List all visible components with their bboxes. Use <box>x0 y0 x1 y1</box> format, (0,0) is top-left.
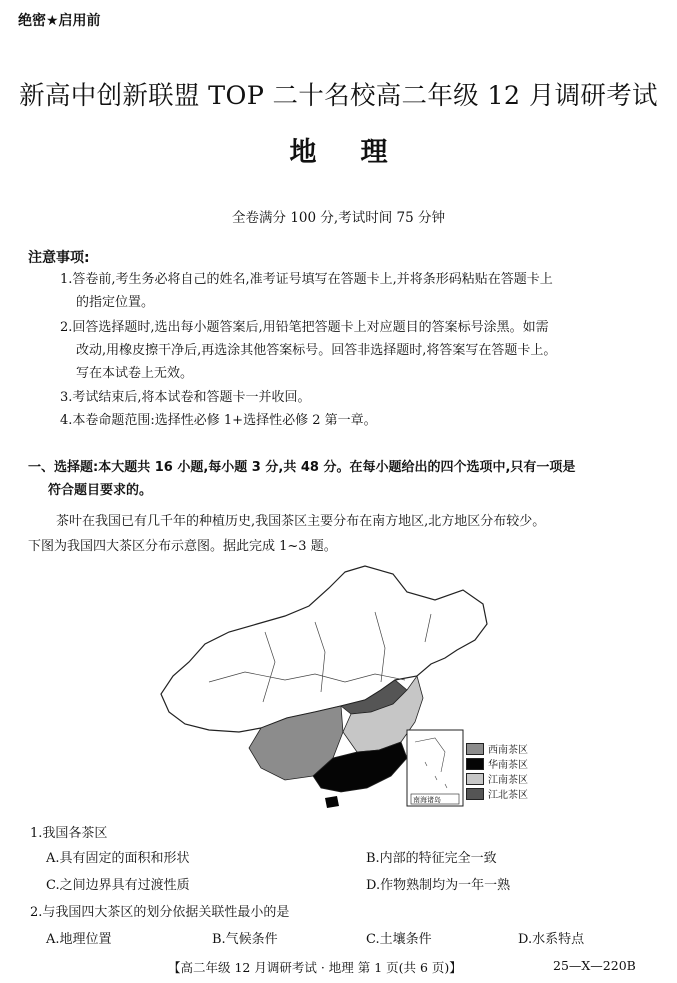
question-1-option-a: A.具有固定的面积和形状 <box>46 851 190 866</box>
question-2-stem: 2.与我国四大茶区的划分依据关联性最小的是 <box>30 905 290 920</box>
inset-label: 南海诸岛 <box>413 796 441 804</box>
legend-label: 西南茶区 <box>488 745 528 756</box>
legend-swatch <box>466 788 484 800</box>
question-2-option-d: D.水系特点 <box>518 932 585 947</box>
notes-heading: 注意事项: <box>28 250 90 266</box>
note-line: 3.考试结束后,将本试卷和答题卡一并收回。 <box>60 390 311 405</box>
legend-label: 江南茶区 <box>488 775 528 786</box>
question-2-option-a: A.地理位置 <box>46 932 112 947</box>
exam-title: 新高中创新联盟 TOP 二十名校高二年级 12 月调研考试 <box>19 81 658 111</box>
legend-item <box>466 786 528 801</box>
section-heading-line1: 一、选择题:本大题共 16 小题,每小题 3 分,共 48 分。在每小题给出的四个选项中,只有一项是 <box>28 460 576 475</box>
question-1-option-d: D.作物熟制均为一年一熟 <box>366 878 511 893</box>
legend-label: 华南茶区 <box>488 760 528 771</box>
map-legend <box>466 741 528 801</box>
legend-item <box>466 756 528 771</box>
subject-title: 地理 <box>289 137 432 168</box>
section-heading <box>28 456 575 502</box>
legend-item <box>466 771 528 786</box>
confidential-label: 绝密★启用前 <box>18 13 101 29</box>
paper-code: 25—X—220B <box>553 958 636 973</box>
question-1-option-b: B.内部的特征完全一致 <box>366 851 497 866</box>
hainan-island <box>325 796 339 808</box>
passage-line2: 下图为我国四大茶区分布示意图。据此完成 1~3 题。 <box>28 539 337 554</box>
legend-swatch <box>466 758 484 770</box>
page-footer: 【高二年级 12 月调研考试 · 地理 第 1 页(共 6 页)】 <box>168 960 462 975</box>
question-2-option-c: C.土壤条件 <box>366 932 432 947</box>
note-line: 的指定位置。 <box>76 295 155 310</box>
note-line: 改动,用橡皮擦干净后,再选涂其他答案标号。回答非选择题时,将答案写在答题卡上。 <box>76 343 557 358</box>
passage-line1: 茶叶在我国已有几千年的种植历史,我国茶区主要分布在南方地区,北方地区分布较少。 <box>56 514 546 529</box>
note-line: 写在本试卷上无效。 <box>76 366 194 381</box>
question-1-stem: 1.我国各茶区 <box>30 826 108 841</box>
question-1-option-c: C.之间边界具有过渡性质 <box>46 878 190 893</box>
question-2-option-b: B.气候条件 <box>212 932 278 947</box>
section-heading-line2: 符合题目要求的。 <box>48 483 153 498</box>
note-line: 4.本卷命题范围:选择性必修 1+选择性必修 2 第一章。 <box>60 413 377 428</box>
legend-item <box>466 741 528 756</box>
legend-swatch <box>466 743 484 755</box>
note-line: 1.答卷前,考生务必将自己的姓名,准考证号填写在答题卡上,并将条形码粘贴在答题卡上 <box>60 272 553 287</box>
legend-swatch <box>466 773 484 785</box>
note-line: 2.回答选择题时,选出每小题答案后,用铅笔把答题卡上对应题目的答案标号涂黑。如需 <box>60 320 549 335</box>
score-time-line: 全卷满分 100 分,考试时间 75 分钟 <box>232 210 445 226</box>
legend-label: 江北茶区 <box>488 790 528 801</box>
